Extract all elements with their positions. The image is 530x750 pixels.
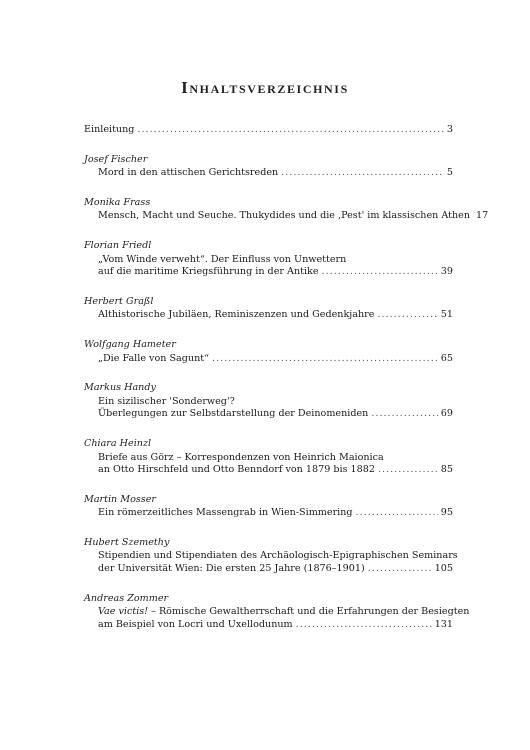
dot-leader	[281, 167, 444, 180]
toc-title-line-with-page	[84, 309, 453, 322]
toc-entry-title: Überlegungen zur Selbstdarstellung der Deinomeniden	[98, 408, 369, 420]
toc-entry-title: Einleitung	[84, 124, 135, 135]
toc-entry-title: Stipendien und Stipendiaten des Archäologisch-Epigraphischen Seminars	[98, 550, 458, 562]
toc-page-number: 51	[440, 309, 453, 321]
toc-author: Chiara Heinzl	[84, 437, 152, 449]
table-of-contents	[84, 124, 489, 648]
toc-entry	[84, 240, 453, 279]
toc-author: Monika Frass	[84, 196, 151, 208]
dot-leader	[296, 619, 432, 632]
toc-entry-title: Briefe aus Görz – Korrespondenzen von Heinrich Maionica	[98, 451, 384, 463]
toc-entry-title: an Otto Hirschfeld und Otto Benndorf von 1879 bis 1882	[98, 464, 375, 476]
toc-author: Andreas Zommer	[84, 592, 169, 604]
toc-author: Herbert Graßl	[84, 295, 154, 307]
toc-page-number: 69	[440, 408, 453, 420]
toc-entry-title: „Vom Winde verweht“. Der Einfluss von Unwettern	[98, 253, 347, 265]
dot-leader	[378, 464, 438, 477]
toc-title-line-with-page	[84, 563, 453, 576]
toc-entry-title: Mord in den attischen Gerichtsreden	[98, 167, 279, 179]
toc-page-number: 95	[440, 507, 453, 519]
toc-title-line-with-page	[84, 619, 453, 632]
toc-page-number: 5	[446, 167, 453, 179]
toc-page-number: 131	[434, 618, 453, 630]
toc-title-line-with-page	[84, 167, 453, 180]
dot-leader	[356, 507, 438, 520]
toc-author: Wolfgang Hameter	[84, 338, 176, 350]
toc-entry-title: Ein römerzeitliches Massengrab in Wien-Simmering	[98, 507, 353, 519]
toc-entry-title: Mensch, Macht und Seuche. Thukydides und die ‚Pest' im klassischen Athen	[98, 210, 471, 222]
toc-entry-title: am Beispiel von Locri und Uxellodunum	[98, 618, 293, 630]
toc-title-line	[84, 254, 453, 267]
toc-entry	[84, 124, 453, 137]
toc-entry	[84, 154, 453, 180]
toc-author: Hubert Szemethy	[84, 536, 170, 548]
toc-page-number: 17	[476, 210, 489, 222]
toc-title-line-with-page	[84, 266, 453, 279]
toc-title-line-with-page	[84, 124, 453, 137]
toc-author: Markus Handy	[84, 382, 156, 394]
toc-title-line-with-page	[84, 464, 453, 477]
toc-entry	[84, 382, 453, 421]
toc-title-line-with-page	[84, 507, 453, 520]
toc-page-number: 85	[440, 464, 453, 476]
toc-author: Florian Friedl	[84, 239, 152, 251]
toc-page-number: 3	[446, 124, 453, 135]
toc-page-number: 65	[440, 352, 453, 364]
toc-entry	[84, 494, 453, 520]
dot-leader	[212, 353, 438, 366]
dot-leader	[368, 563, 432, 576]
toc-entry	[84, 536, 458, 576]
toc-entry	[84, 196, 489, 223]
dot-leader	[322, 266, 438, 279]
toc-title-line-with-page	[84, 210, 489, 223]
toc-author: Martin Mosser	[84, 493, 156, 505]
toc-entry	[84, 438, 453, 477]
toc-title-line	[84, 452, 453, 465]
toc-entry	[84, 592, 470, 632]
toc-entry-title: Ein sizilischer 'Sonderweg'?	[98, 395, 235, 407]
dot-leader	[137, 124, 443, 137]
toc-entry	[84, 296, 453, 322]
dot-leader	[371, 408, 437, 421]
page-title: Inhaltsverzeichnis	[181, 78, 349, 97]
toc-entry-title: auf die maritime Kriegsführung in der Antike	[98, 266, 319, 278]
toc-title-line	[84, 550, 458, 563]
toc-entry-title: Vae victis! – Römische Gewaltherrschaft und die Erfahrungen der Besiegten	[98, 606, 470, 618]
toc-entry-title: der Universität Wien: Die ersten 25 Jahre (1876–1901)	[98, 563, 365, 575]
toc-title-line-with-page	[84, 353, 453, 366]
dot-leader	[377, 309, 437, 322]
toc-page-number: 105	[434, 563, 453, 575]
toc-author: Josef Fischer	[84, 153, 148, 165]
toc-entry-title: Althistorische Jubiläen, Reminiszenzen und Gedenkjahre	[98, 309, 375, 321]
toc-entry	[84, 339, 453, 365]
toc-title-line-with-page	[84, 408, 453, 421]
toc-title-line	[84, 396, 453, 409]
toc-page-number: 39	[440, 266, 453, 278]
toc-title-line	[84, 606, 470, 619]
toc-entry-title: „Die Falle von Sagunt“	[98, 352, 210, 364]
